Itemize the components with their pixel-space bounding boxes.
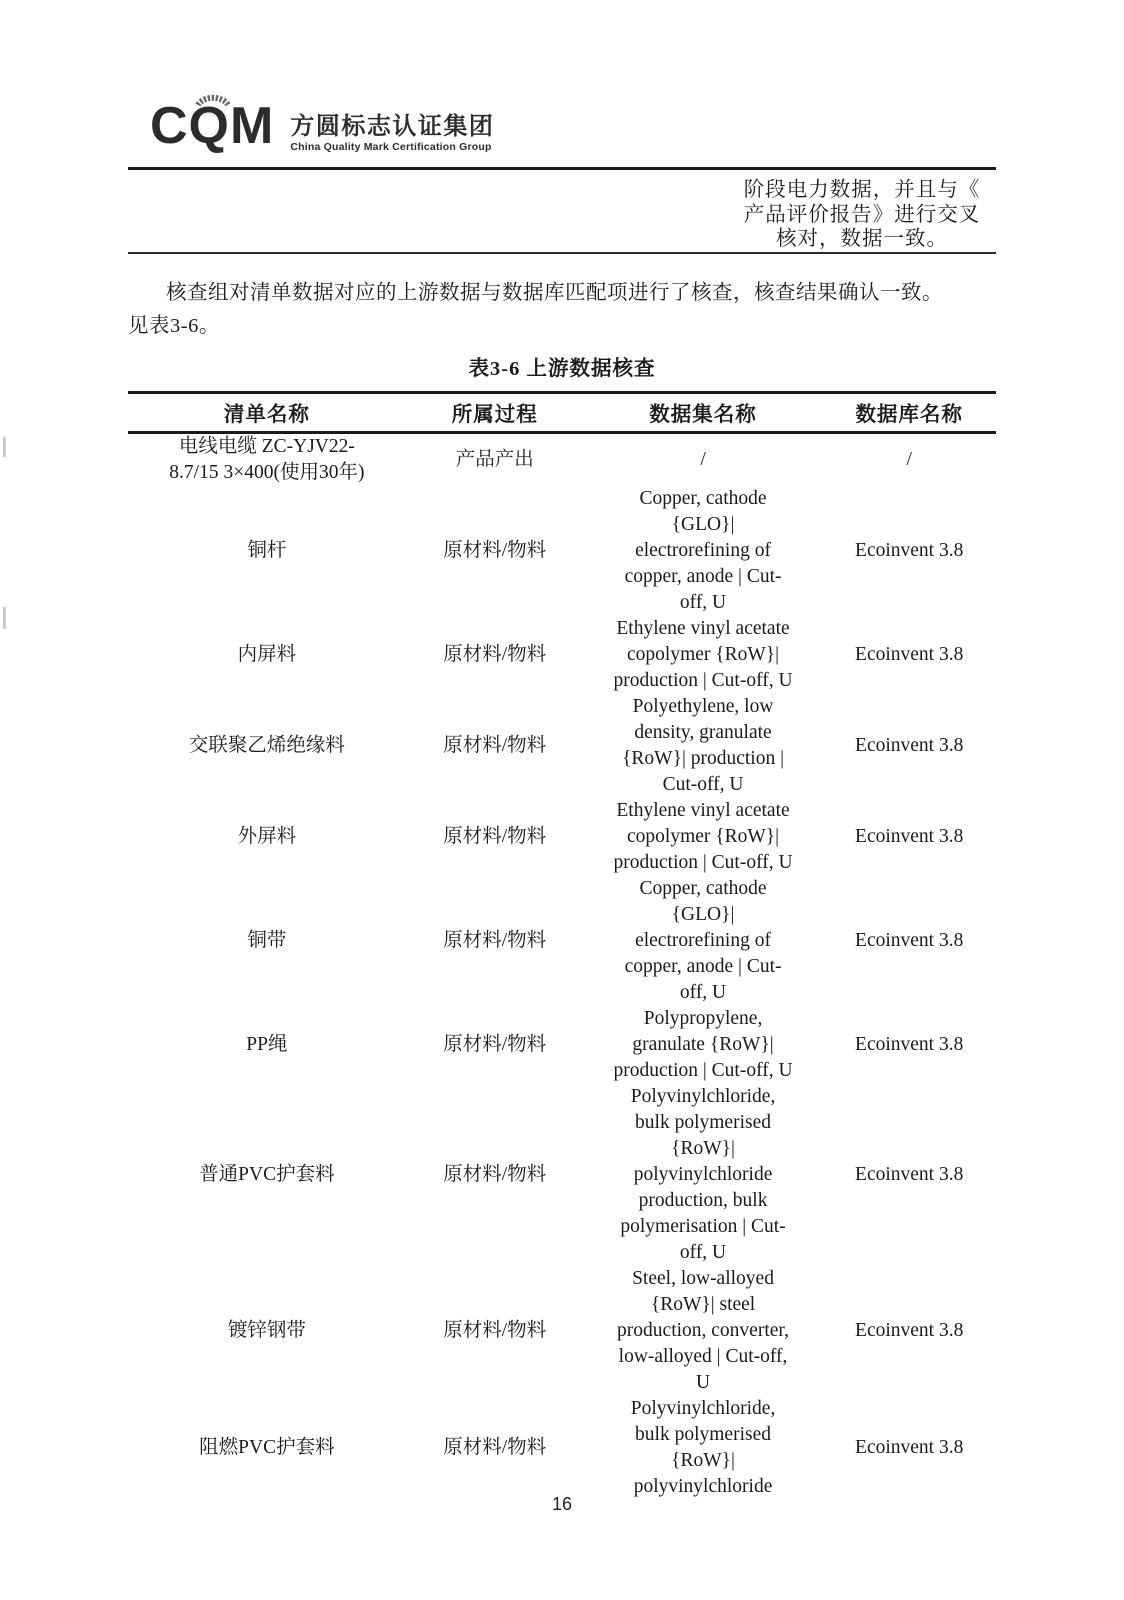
table-caption: 表3-6 上游数据核查 bbox=[468, 358, 656, 380]
cell-line: bulk polymerised bbox=[635, 1424, 771, 1445]
cell-line: 产品产出 bbox=[455, 449, 534, 470]
scan-artifact bbox=[3, 607, 6, 629]
cell-line: Polyvinylchloride, bbox=[630, 1086, 776, 1107]
cell-process bbox=[406, 1084, 584, 1266]
cell-line: 阻燃PVC护套料 bbox=[199, 1437, 335, 1458]
header-rule bbox=[128, 167, 996, 170]
carryover-line: 核对，数据一致。 bbox=[776, 228, 948, 250]
cell-database-name bbox=[822, 1396, 996, 1500]
cell-process bbox=[406, 798, 584, 876]
cell-line: {RoW}| bbox=[671, 1138, 735, 1159]
cell-list-name bbox=[128, 798, 406, 876]
cell-line: copper, anode | Cut- bbox=[624, 956, 782, 977]
cell-line: electrorefining of bbox=[635, 930, 771, 951]
cell-line: Polyvinylchloride, bbox=[630, 1398, 776, 1419]
crown-icon bbox=[194, 92, 232, 108]
cell-database-name bbox=[822, 1006, 996, 1084]
cell-dataset-name bbox=[584, 616, 823, 694]
cqm-logo bbox=[150, 98, 494, 154]
table-row bbox=[128, 616, 996, 694]
cell-list-name bbox=[128, 1396, 406, 1500]
cell-line: Ecoinvent 3.8 bbox=[855, 735, 964, 756]
cell-line: PP绳 bbox=[246, 1034, 288, 1055]
cell-line: production | Cut-off, U bbox=[613, 1060, 793, 1081]
cell-line: Ecoinvent 3.8 bbox=[855, 826, 964, 847]
cell-line: bulk polymerised bbox=[635, 1112, 771, 1133]
cell-line: granulate {RoW}| bbox=[632, 1034, 774, 1055]
cell-line: production, converter, bbox=[617, 1320, 789, 1341]
cell-list-name bbox=[128, 876, 406, 1006]
cell-line: low-alloyed | Cut-off, bbox=[618, 1346, 788, 1367]
cell-line: Copper, cathode bbox=[639, 488, 767, 509]
carryover-cell-text bbox=[716, 178, 1008, 252]
cell-line: off, U bbox=[679, 982, 727, 1003]
cell-line: {RoW}| bbox=[671, 1450, 735, 1471]
cell-line: Steel, low-alloyed bbox=[632, 1268, 774, 1289]
cell-line: 原材料/物料 bbox=[443, 735, 547, 756]
cell-line: 内屏料 bbox=[237, 644, 297, 665]
paragraph-line: 见表3-6。 bbox=[128, 315, 220, 337]
header-dataset-name: 数据集名称 bbox=[584, 393, 823, 433]
cell-process bbox=[406, 876, 584, 1006]
cell-line: off, U bbox=[679, 1242, 727, 1263]
cqm-logo-acronym bbox=[150, 98, 274, 154]
cell-line: 外屏料 bbox=[237, 826, 297, 847]
cell-line: off, U bbox=[679, 592, 727, 613]
cell-dataset-name bbox=[584, 1084, 823, 1266]
cell-database-name bbox=[822, 876, 996, 1006]
cell-line: 电线电缆 ZC-YJV22- bbox=[178, 436, 355, 457]
carryover-line: 产品评价报告》进行交叉 bbox=[743, 203, 981, 226]
cell-process bbox=[406, 616, 584, 694]
cell-line: {GLO}| bbox=[671, 514, 735, 535]
cell-line: U bbox=[695, 1372, 711, 1393]
cell-database-name bbox=[822, 798, 996, 876]
cell-line: Polypropylene, bbox=[643, 1008, 763, 1029]
cell-line: density, granulate bbox=[634, 722, 772, 743]
cell-line: copolymer {RoW}| bbox=[627, 826, 780, 847]
cell-line: Copper, cathode bbox=[639, 878, 767, 899]
cell-line: Cut-off, U bbox=[662, 774, 744, 795]
cell-line: 原材料/物料 bbox=[443, 930, 547, 951]
cell-line: Ecoinvent 3.8 bbox=[855, 1034, 964, 1055]
cell-line: Ecoinvent 3.8 bbox=[855, 1320, 964, 1341]
table-row bbox=[128, 694, 996, 798]
logo-acronym-text: CQM bbox=[150, 97, 275, 155]
header-database-name: 数据库名称 bbox=[822, 393, 996, 433]
cell-line: electrorefining of bbox=[635, 540, 771, 561]
cell-list-name bbox=[128, 1084, 406, 1266]
cell-database-name bbox=[822, 433, 996, 487]
cell-line: {RoW}| production | bbox=[622, 748, 784, 769]
cell-line: 普通PVC护套料 bbox=[199, 1164, 335, 1185]
cell-list-name bbox=[128, 694, 406, 798]
cell-line: 原材料/物料 bbox=[443, 644, 547, 665]
logo-names bbox=[290, 98, 494, 153]
cell-line: 原材料/物料 bbox=[443, 826, 547, 847]
cell-dataset-name bbox=[584, 876, 823, 1006]
table-header-row bbox=[128, 393, 996, 433]
cell-list-name bbox=[128, 1006, 406, 1084]
cell-line: Ecoinvent 3.8 bbox=[855, 1437, 964, 1458]
cell-line: Ecoinvent 3.8 bbox=[855, 930, 964, 951]
cell-line: polyvinylchloride bbox=[633, 1164, 773, 1185]
body-section bbox=[128, 277, 996, 1500]
table-row bbox=[128, 1006, 996, 1084]
cell-line: Ecoinvent 3.8 bbox=[855, 540, 964, 561]
cell-database-name bbox=[822, 616, 996, 694]
upstream-data-verification-table bbox=[128, 391, 996, 1500]
carryover-table-bottom-border bbox=[128, 252, 996, 254]
cell-line: production, bulk bbox=[638, 1190, 768, 1211]
cell-line: copolymer {RoW}| bbox=[627, 644, 780, 665]
cell-list-name bbox=[128, 486, 406, 616]
cell-list-name bbox=[128, 616, 406, 694]
cell-line: 镀锌钢带 bbox=[227, 1320, 306, 1341]
cell-line: Ethylene vinyl acetate bbox=[616, 618, 790, 639]
cell-line: copper, anode | Cut- bbox=[624, 566, 782, 587]
carryover-line: 阶段电力数据，并且与《 bbox=[743, 179, 981, 201]
cell-line: polyvinylchloride bbox=[633, 1476, 773, 1497]
table-row bbox=[128, 1266, 996, 1396]
cell-line: 铜杆 bbox=[247, 540, 287, 561]
cell-line: 铜带 bbox=[247, 930, 287, 951]
header-list-name: 清单名称 bbox=[128, 393, 406, 433]
table-row bbox=[128, 433, 996, 487]
logo-name-en: China Quality Mark Certification Group bbox=[290, 141, 492, 153]
cell-process bbox=[406, 1396, 584, 1500]
cell-dataset-name bbox=[584, 1266, 823, 1396]
page-number: 16 bbox=[551, 1494, 573, 1514]
cell-line: 交联聚乙烯绝缘料 bbox=[188, 735, 345, 756]
cell-process bbox=[406, 1006, 584, 1084]
cell-line: Ecoinvent 3.8 bbox=[855, 644, 964, 665]
cell-process bbox=[406, 433, 584, 487]
header-process: 所属过程 bbox=[406, 393, 584, 433]
cell-line: / bbox=[906, 449, 912, 470]
cell-line: 原材料/物料 bbox=[443, 1164, 547, 1185]
cell-database-name bbox=[822, 1084, 996, 1266]
cell-line: 原材料/物料 bbox=[443, 1034, 547, 1055]
cell-line: / bbox=[700, 449, 706, 470]
cell-dataset-name bbox=[584, 433, 823, 487]
cell-line: 原材料/物料 bbox=[443, 1437, 547, 1458]
cell-line: Ethylene vinyl acetate bbox=[616, 800, 790, 821]
table-row bbox=[128, 798, 996, 876]
cell-process bbox=[406, 486, 584, 616]
cell-dataset-name bbox=[584, 694, 823, 798]
scan-artifact bbox=[3, 437, 6, 457]
cell-line: {GLO}| bbox=[671, 904, 735, 925]
table-row bbox=[128, 1084, 996, 1266]
cell-dataset-name bbox=[584, 1396, 823, 1500]
cell-line: production | Cut-off, U bbox=[613, 670, 793, 691]
cell-dataset-name bbox=[584, 798, 823, 876]
cell-list-name bbox=[128, 433, 406, 487]
table-row bbox=[128, 486, 996, 616]
cell-line: Polyethylene, low bbox=[632, 696, 774, 717]
cell-line: {RoW}| steel bbox=[650, 1294, 756, 1315]
cell-line: polymerisation | Cut- bbox=[620, 1216, 786, 1237]
cell-line: 8.7/15 3×400(使用30年) bbox=[169, 462, 365, 483]
cell-line: 原材料/物料 bbox=[443, 1320, 547, 1341]
table-row bbox=[128, 1396, 996, 1500]
table-row bbox=[128, 876, 996, 1006]
cell-process bbox=[406, 1266, 584, 1396]
cell-line: 原材料/物料 bbox=[443, 540, 547, 561]
cell-dataset-name bbox=[584, 486, 823, 616]
cell-line: production | Cut-off, U bbox=[613, 852, 793, 873]
cell-database-name bbox=[822, 1266, 996, 1396]
cell-list-name bbox=[128, 1266, 406, 1396]
logo-name-cn: 方圆标志认证集团 bbox=[290, 113, 495, 140]
cell-database-name bbox=[822, 694, 996, 798]
paragraph-line: 核查组对清单数据对应的上游数据与数据库匹配项进行了核查，核查结果确认一致。 bbox=[166, 282, 943, 304]
cell-process bbox=[406, 694, 584, 798]
cell-dataset-name bbox=[584, 1006, 823, 1084]
cell-database-name bbox=[822, 486, 996, 616]
cell-line: Ecoinvent 3.8 bbox=[855, 1164, 964, 1185]
